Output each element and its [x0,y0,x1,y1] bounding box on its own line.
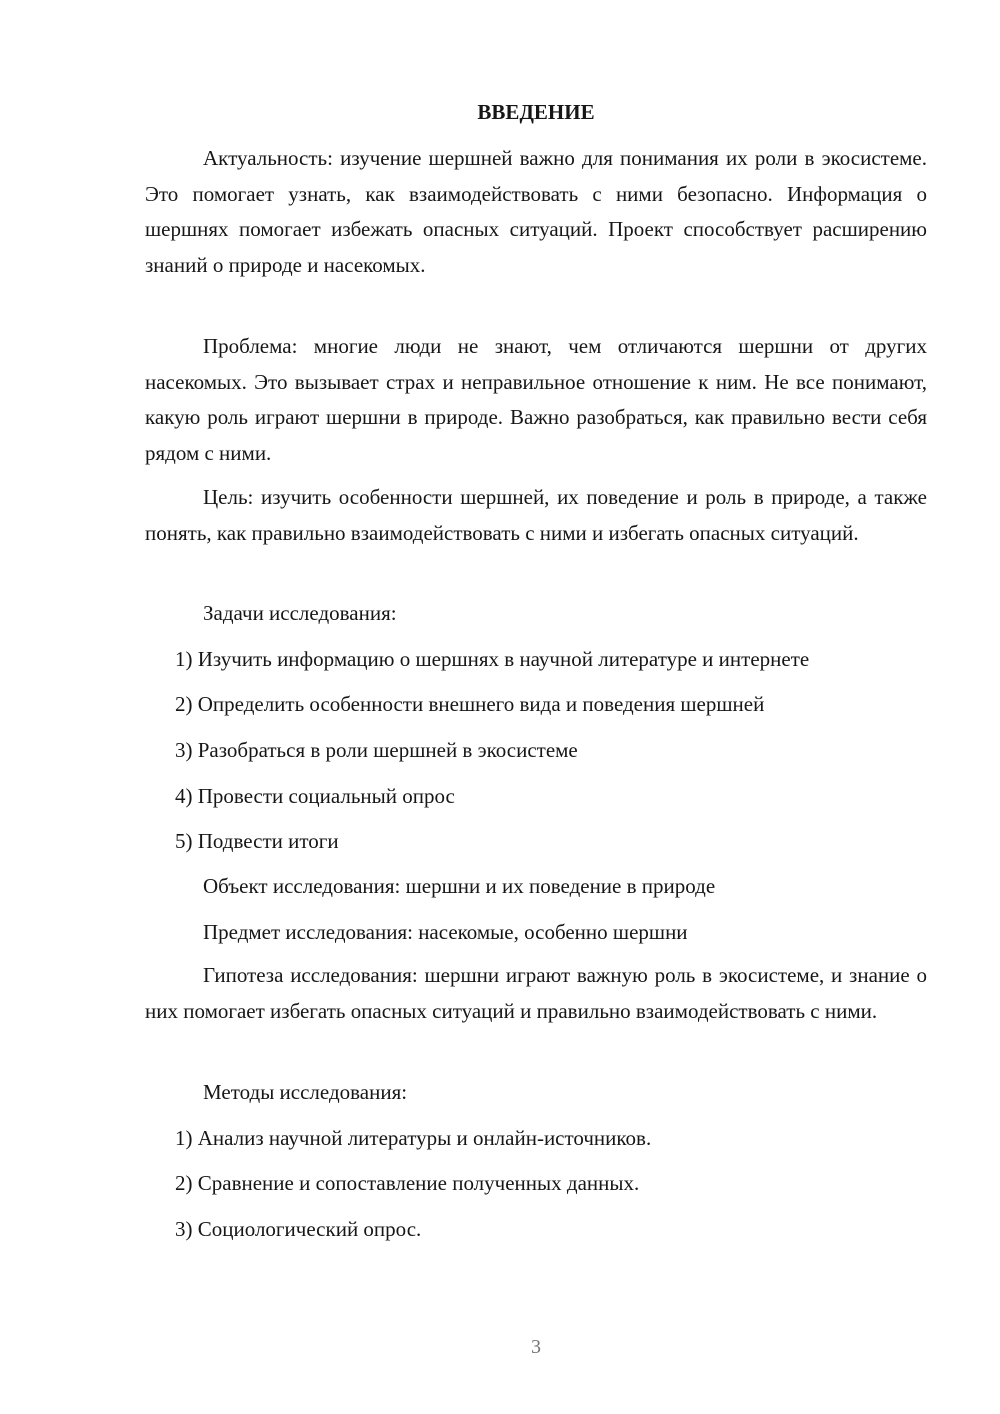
task-item: 1) Изучить информацию о шершнях в научной литературе и интернете [175,647,810,671]
research-object: Объект исследования: шершни и их поведение в природе [203,874,716,898]
problem-paragraph: Проблема: многие люди не знают, чем отличаются шершни от других насекомых. Это вызывает страх и неправильное отношение к ним. Не все понимают, какую роль играют шершни в природе. Важно разобраться, как правильно вести себя рядом с ними. [145,334,927,465]
research-subject: Предмет исследования: насекомые, особенно шершни [203,920,688,944]
task-item: 2) Определить особенности внешнего вида и поведения шершней [175,692,765,716]
method-item: 1) Анализ научной литературы и онлайн-источников. [175,1126,652,1150]
task-item: 4) Провести социальный опрос [175,784,455,808]
methods-title: Методы исследования: [203,1080,408,1104]
task-item: 5) Подвести итоги [175,829,339,853]
tasks-title: Задачи исследования: [203,601,397,625]
section-heading: ВВЕДЕНИЕ [477,100,595,124]
method-item: 3) Социологический опрос. [175,1217,422,1241]
method-item: 2) Сравнение и сопоставление полученных данных. [175,1171,640,1195]
page-number: 3 [531,1336,541,1358]
task-item: 3) Разобраться в роли шершней в экосистеме [175,738,578,762]
hypothesis-paragraph: Гипотеза исследования: шершни играют важную роль в экосистеме, и знание о них помогает избегать опасных ситуаций и правильно взаимодействовать с ними. [145,963,927,1023]
goal-paragraph: Цель: изучить особенности шершней, их поведение и роль в природе, а также понять, как правильно взаимодействовать с ними и избегать опасных ситуаций. [145,485,927,545]
relevance-paragraph: Актуальность: изучение шершней важно для понимания их роли в экосистеме. Это помогает узнать, как взаимодействовать с ними безопасно. Информация о шершнях помогает избежать опасных ситуаций. Проект способствует расширению знаний о природе и насекомых. [145,146,927,277]
